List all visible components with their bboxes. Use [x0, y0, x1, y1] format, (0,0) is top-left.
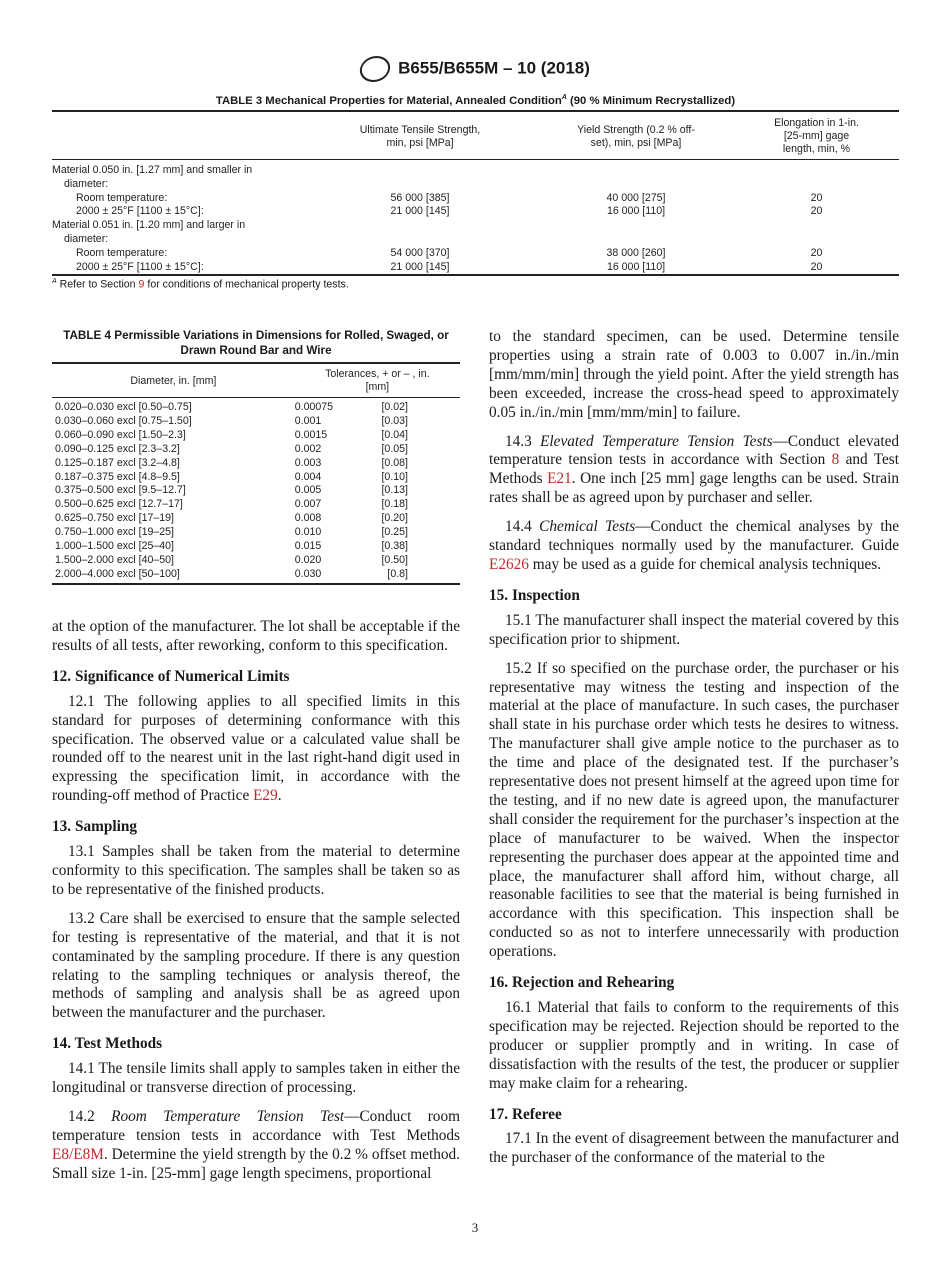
paragraph [489, 328, 899, 423]
text-run: 14.2 [68, 1107, 112, 1125]
paragraph [489, 660, 899, 963]
table3-elongation-cell: 20 [810, 205, 823, 218]
table4-row [52, 498, 460, 512]
italic-run-in-heading: Chemical Tests [539, 518, 636, 536]
text-run: at the option of the manufacturer. The lot shall be acceptable if the results of all tests, after reworking, conform to this specification. [52, 618, 460, 654]
table3-uts-cell: 21 000 [145] [390, 205, 450, 218]
footnote-text: Refer to Section [56, 278, 139, 291]
table4-diameter-cell: 1.500–2.000 excl [40–50] [55, 553, 174, 566]
left-column-text [52, 618, 460, 1194]
table3-title-suffix: (90 % Minimum Recrystallized) [566, 94, 736, 107]
text-run: to the standard specimen, can be used. Determine tensile properties using a strain rate of 0.003 to 0.007 in./in./min [mm/mm/min] through the yield point. After the yield strength has been exceeded, increase the cross-head speed to approximately 0.05 in./in./min [mm/mm/min] to failure. [489, 328, 899, 421]
paragraph [489, 612, 899, 650]
paragraph [52, 693, 460, 806]
reference-link[interactable]: E21 [547, 470, 572, 488]
table4-row [52, 457, 460, 471]
paragraph [52, 843, 460, 900]
table4-diameter-cell: 2.000–4.000 excl [50–100] [55, 567, 180, 580]
text-run: 15. Inspection [489, 586, 580, 604]
table3-uts-cell: 54 000 [370] [390, 246, 450, 259]
text-run: 13.1 Samples shall be taken from the material to determine conformity to this specification. The samples shall be taken so as to be representative of the finished products. [52, 843, 460, 898]
text-run: 15.2 If so specified on the purchase order, the purchaser or his representative may witness the testing and inspection of the material at the place of manufacture. In such cases, the purchaser shall state in his purchase order which tests he desires to witness. The manufacturer shall give ample notice to the purchaser as to the time and place of the designated test. If the purchaser’s representative does not present himself at the agreed upon time for the testing, and if no new date is agreed upon, the manufacturer shall consider the requirement for the purchaser’s inspection at the place of manufacturer to be waived. When the inspector representing the purchaser does appear at the appointed time and place, the manufacturer shall afford him, without charge, all reasonable facilities to see that the material is being furnished in accordance with this specification. This inspection shall be conducted so as not to interfere unnecessarily with production operations. [489, 659, 899, 961]
text-run: 17.1 In the event of disagreement between the manufacturer and the purchaser of the conformance of the material to the [489, 1130, 899, 1167]
table4-tolerance-mm-cell: [0.50] [381, 553, 408, 566]
table3-elongation-cell: 20 [810, 191, 823, 204]
table4-header-tolerances: Tolerances, + or – , in. [mm] [295, 363, 460, 398]
table4-tolerance-mm-cell: [0.13] [381, 484, 408, 497]
table4-tolerance-in-cell: 0.020 [294, 553, 322, 566]
table3-uts-cell: 21 000 [145] [390, 260, 450, 273]
document-header [0, 56, 950, 82]
table4-tolerance-in-cell: 0.005 [294, 484, 322, 497]
table3-group-row [52, 219, 899, 247]
table4-tolerance-mm-cell: [0.18] [381, 498, 408, 511]
table3-header-blank [52, 111, 302, 160]
table4-tolerance-in-cell: 0.015 [294, 540, 322, 553]
empty-cell [302, 160, 538, 192]
text-run: —Conduct the chemical analyses by the standard techniques normally used by the manufacturer. Guide [489, 518, 900, 555]
table4-diameter-cell: 0.375–0.500 excl [9.5–12.7] [55, 484, 186, 497]
table4-tolerance-mm-cell: [0.04] [381, 428, 408, 441]
table3-ys-cell: 16 000 [110] [606, 260, 666, 273]
table4-tolerance-in-cell: 0.008 [294, 512, 322, 525]
table4-tolerance-mm-cell: [0.02] [381, 401, 408, 413]
paragraph [52, 910, 460, 1023]
text-run: 16.1 Material that fails to conform to the requirements of this specification may be rejected. Rejection should be reported to the producer or supplier promptly and in writing. In case of dissatisfaction with the results of the test, the producer or supplier may make claim for a rehearing. [489, 999, 899, 1092]
text-run: —Conduct elevated temperature tension tests in accordance with Section [489, 432, 900, 469]
table4-tolerance-in-cell: 0.010 [294, 526, 322, 539]
table4-tolerance-in-cell: 0.004 [294, 470, 322, 483]
table3-elongation-cell: 20 [810, 260, 823, 273]
section-heading [52, 818, 460, 837]
table3-title-text: TABLE 3 Mechanical Properties for Material, Annealed Condition [215, 94, 562, 107]
reference-link[interactable]: E29 [253, 787, 278, 805]
table4-tolerance-mm-cell: [0.03] [381, 414, 408, 427]
text-run: 14.1 The tensile limits shall apply to samples taken in either the longitudinal or transverse direction of processing. [52, 1060, 460, 1097]
table3-ys-cell: 40 000 [275] [606, 191, 666, 204]
paragraph [489, 518, 899, 575]
table4-tolerance-mm-cell: [0.05] [381, 442, 408, 455]
table3-header-ys: Yield Strength (0.2 % off-set), min, psi [MPa] [538, 111, 734, 160]
text-run: 17. Referee [489, 1105, 562, 1123]
table3-title [52, 94, 899, 107]
table3-header-uts: Ultimate Tensile Strength, min, psi [MPa] [302, 111, 538, 160]
text-run: 12. Significance of Numerical Limits [52, 667, 290, 685]
empty-cell [302, 219, 538, 247]
table4-tolerance-in-cell: 0.003 [294, 456, 322, 469]
table4-row [52, 512, 460, 526]
table3-ys-cell: 16 000 [110] [606, 205, 666, 218]
section-heading [489, 1106, 899, 1125]
section-heading [489, 587, 899, 606]
text-run: . [277, 787, 282, 805]
page-number: 3 [471, 1220, 479, 1235]
table4-row [52, 443, 460, 457]
paragraph [489, 433, 899, 509]
table4-tolerance-mm-cell: [0.25] [381, 526, 408, 539]
table4-tolerance-in-cell: 0.0015 [294, 428, 328, 441]
paragraph [52, 618, 460, 656]
table4-tolerance-in-cell: 0.002 [294, 442, 322, 455]
reference-link[interactable]: E8/E8M [52, 1145, 104, 1163]
text-run: 12.1 The following applies to all specified limits in this standard for purposes of determining conformance with this specification. The observed value or a calculated value shall be rounded off to the nearest unit in the last right-hand digit used in expressing the specification limit, in accordance with the rounding-off method of Practice [52, 692, 460, 805]
paragraph [489, 1130, 899, 1168]
table4-tolerance-in-cell: 0.00075 [294, 401, 334, 413]
table3-row-label: Room temperature: [76, 246, 168, 259]
table3-ys-cell: 38 000 [260] [606, 246, 666, 259]
table3-row [52, 261, 899, 276]
table3-row [52, 247, 899, 261]
paragraph [52, 1060, 460, 1098]
italic-run-in-heading: Elevated Temperature Tension Tests [540, 432, 773, 450]
table3-elongation-cell: 20 [810, 246, 823, 259]
section-heading [52, 668, 460, 687]
empty-cell [538, 219, 734, 247]
table4-row [52, 484, 460, 498]
paragraph [52, 1108, 460, 1184]
link-section-9[interactable]: 9 [138, 278, 145, 291]
text-run: —Conduct room temperature tension tests in accordance with Test Methods [52, 1107, 460, 1144]
table4-row [52, 526, 460, 540]
table4-diameter-cell: 0.020–0.030 excl [0.50–0.75] [55, 401, 192, 413]
text-run: 13. Sampling [52, 818, 138, 836]
text-run: 14. Test Methods [52, 1035, 163, 1053]
document-title: B655/B655M – 10 (2018) [398, 58, 590, 78]
table3-row [52, 205, 899, 219]
table3-footnote [52, 278, 349, 291]
table4-diameter-cell: 0.060–0.090 excl [1.50–2.3] [55, 428, 186, 441]
table3-uts-cell: 56 000 [385] [390, 191, 450, 204]
table4-diameter-cell: 0.750–1.000 excl [19–25] [55, 526, 174, 539]
table3-row-label: 2000 ± 25°F [1100 ± 15°C]: [76, 205, 204, 218]
table4-diameter-cell: 0.030–0.060 excl [0.75–1.50] [55, 414, 192, 427]
table4-diameter-cell: 1.000–1.500 excl [25–40] [55, 540, 174, 553]
text-run: . Determine the yield strength by the 0.2 % offset method. Small size 1-in. [25-mm] gage length specimens, proportional [52, 1145, 460, 1182]
table4-tolerance-mm-cell: [0.10] [381, 470, 408, 483]
footnote-mark: A [52, 278, 57, 285]
table4-row [52, 415, 460, 429]
table3-row [52, 192, 899, 206]
table4-tolerance-in-cell: 0.001 [294, 414, 322, 427]
right-column-text [489, 328, 899, 1178]
table4-row [52, 568, 460, 584]
footnote-text-end: for conditions of mechanical property tests. [144, 278, 349, 291]
text-run: 15.1 The manufacturer shall inspect the material covered by this specification prior to shipment. [489, 611, 899, 648]
table4-tolerance-mm-cell: [0.08] [381, 456, 408, 469]
table4-tolerance-mm-cell: [0.38] [381, 540, 408, 553]
table3-row-label: Material 0.050 in. [1.27 mm] and smaller in diameter: [52, 164, 253, 190]
table4-diameter-cell: 0.500–0.625 excl [12.7–17] [55, 498, 183, 511]
table4-row [52, 540, 460, 554]
table3-title-footnote-mark: A [561, 94, 567, 101]
text-run: 14.4 [505, 518, 540, 536]
text-run: 16. Rejection and Rehearing [489, 974, 675, 992]
table4-title: TABLE 4 Permissible Variations in Dimensions for Rolled, Swaged, or Drawn Round Bar and Wire [63, 329, 449, 357]
text-run: . One inch [25 mm] gage lengths can be used. Strain rates shall be as agreed upon by purchaser and seller. [489, 470, 899, 507]
table3-row-label: Room temperature: [76, 191, 168, 204]
table3-row-label: Material 0.051 in. [1.20 mm] and larger in diameter: [52, 219, 246, 245]
empty-cell [734, 219, 899, 247]
table3-header-elongation: Elongation in 1-in. [25-mm] gage length, min, % [734, 111, 899, 160]
table4-diameter-cell: 0.187–0.375 excl [4.8–9.5] [55, 470, 180, 483]
section-heading [489, 974, 899, 993]
table4-row [52, 471, 460, 485]
paragraph [489, 999, 899, 1094]
table4-row [52, 398, 460, 415]
italic-run-in-heading: Room Temperature Tension Test [111, 1107, 345, 1125]
table4-tolerance-mm-cell: [0.20] [381, 512, 408, 525]
table3-row-label: 2000 ± 25°F [1100 ± 15°C]: [76, 260, 204, 273]
text-run: may be used as a guide for chemical analysis techniques. [528, 555, 882, 573]
empty-cell [734, 160, 899, 192]
table4-header-diameter: Diameter, in. [mm] [52, 363, 295, 398]
table3 [52, 110, 899, 276]
table4-diameter-cell: 0.625–0.750 excl [17–19] [55, 512, 174, 525]
section-heading [52, 1035, 460, 1054]
table3-group-row [52, 160, 899, 192]
table4-row [52, 554, 460, 568]
table4-diameter-cell: 0.125–0.187 excl [3.2–4.8] [55, 456, 180, 469]
table4 [52, 362, 460, 585]
table4-tolerance-mm-cell: [0.8] [387, 567, 408, 580]
astm-logo-icon [358, 56, 392, 82]
reference-link[interactable]: 8 [831, 451, 840, 469]
empty-cell [538, 160, 734, 192]
table4-diameter-cell: 0.090–0.125 excl [2.3–3.2] [55, 442, 180, 455]
text-run: and Test Methods [489, 451, 899, 488]
reference-link[interactable]: E2626 [489, 555, 529, 573]
text-run: 14.3 [505, 432, 541, 450]
table4-row [52, 429, 460, 443]
table4-tolerance-in-cell: 0.007 [294, 498, 322, 511]
table4-tolerance-in-cell: 0.030 [294, 567, 322, 580]
text-run: 13.2 Care shall be exercised to ensure that the sample selected for testing is representative of the material, and that it is not contaminated by the sampling procedure. If there is any question relating to the sampling techniques or analysis thereof, the methods of sampling and analysis shall be as agreed upon between the manufacturer and the purchaser. [52, 909, 460, 1022]
